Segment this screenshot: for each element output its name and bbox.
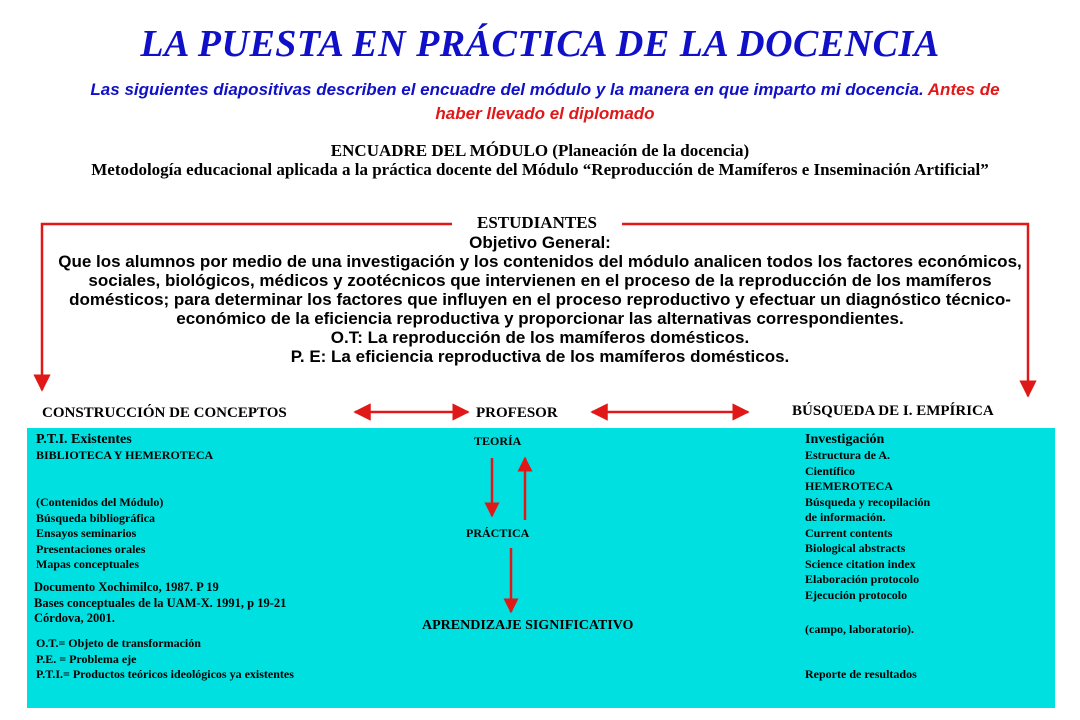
reference-item: Bases conceptuales de la UAM-X. 1991, p 19-21 xyxy=(34,595,287,610)
list-item: Biological abstracts xyxy=(805,541,906,555)
encuadre-line: Metodología educacional aplicada a la práctica docente del Módulo “Reproducción de Mamíferos e Inseminación Artificial” xyxy=(91,160,989,179)
label-profesor: PROFESOR xyxy=(476,405,558,421)
practica-label: PRÁCTICA xyxy=(466,526,530,540)
list-item: Ejecución protocolo xyxy=(805,587,908,602)
definition-item: P.E. = Problema eje xyxy=(36,651,137,666)
list-item: Science citation index xyxy=(805,556,916,571)
subtitle-red: Antes de haber llevado el diplomado xyxy=(435,80,1000,123)
subtitle-blue: Las siguientes diapositivas describen el encuadre del módulo y la manera en que imparto mi docencia. xyxy=(90,80,924,99)
estudiantes-label: ESTUDIANTES xyxy=(452,213,622,233)
teoria-label: TEORÍA xyxy=(474,434,522,448)
list-item: (Contenidos del Módulo) xyxy=(36,495,164,509)
list-item: de información. xyxy=(805,510,886,524)
label-busqueda: BÚSQUEDA DE I. EMPÍRICA xyxy=(792,403,994,419)
objetivo-heading: Objetivo General: xyxy=(469,233,611,252)
campo-text: (campo, laboratorio). xyxy=(805,622,914,636)
label-construccion: CONSTRUCCIÓN DE CONCEPTOS xyxy=(42,405,287,421)
left-heading: P.T.I. Existentes xyxy=(36,432,132,447)
aprendizaje-label: APRENDIZAJE SIGNIFICATIVO xyxy=(422,618,634,633)
objetivo-text: Que los alumnos por medio de una investigación y los contenidos del módulo analicen todos los factores económicos, sociales, biológicos, médicos y zootécnicos que intervienen en el proceso de la reproducción de los mamíferos domésticos; para determinar los factores que influyen en el proceso reproductivo y efectuar un diagnóstico técnico-económico de la eficiencia reproductiva y proporcionar las alternativas correspondientes. xyxy=(58,252,1022,328)
encuadre-heading: ENCUADRE DEL MÓDULO (Planeación de la docencia) xyxy=(330,141,750,160)
right-column xyxy=(805,432,930,603)
slide-title: LA PUESTA EN PRÁCTICA DE LA DOCENCIA xyxy=(140,23,940,65)
list-item: Presentaciones orales xyxy=(36,541,146,556)
list-item: HEMEROTECA xyxy=(805,479,894,493)
right-heading: Investigación xyxy=(805,432,885,447)
list-item: Búsqueda bibliográfica xyxy=(36,510,156,525)
reporte-text: Reporte de resultados xyxy=(805,667,917,681)
list-item: Current contents xyxy=(805,525,893,540)
list-item: Ensayos seminarios xyxy=(36,526,137,540)
list-item: Elaboración protocolo xyxy=(805,572,920,586)
reference-item: Córdova, 2001. xyxy=(34,611,115,625)
objetivo-ot: O.T: La reproducción de los mamíferos domésticos. xyxy=(330,328,750,347)
reference-item: Documento Xochimilco, 1987. P 19 xyxy=(34,580,219,594)
list-item: Mapas conceptuales xyxy=(36,557,139,571)
objetivo-pe: P. E: La eficiencia reproductiva de los mamíferos domésticos. xyxy=(290,347,790,366)
list-item: Estructura de A. xyxy=(805,448,890,462)
left-sub: BIBLIOTECA Y HEMEROTECA xyxy=(36,448,214,462)
definition-item: O.T.= Objeto de transformación xyxy=(36,636,201,650)
definition-item: P.T.I.= Productos teóricos ideológicos ya existentes xyxy=(36,667,294,681)
list-item: Búsqueda y recopilación xyxy=(805,494,931,509)
list-item: Científico xyxy=(805,463,855,478)
